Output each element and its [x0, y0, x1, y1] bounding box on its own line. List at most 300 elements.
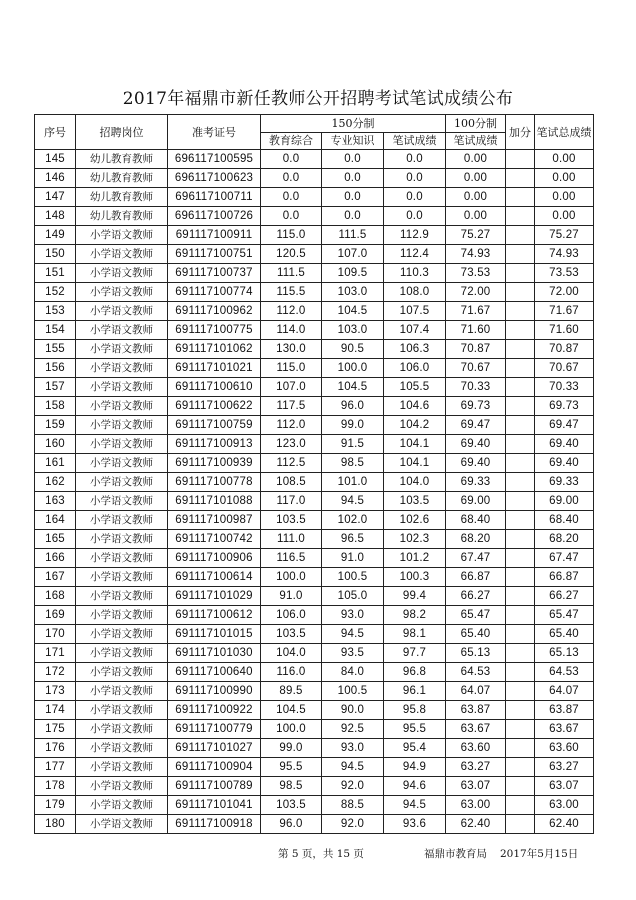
total-cell: 71.60 — [535, 321, 594, 340]
total-cell: 0.00 — [535, 169, 594, 188]
bonus-cell — [506, 758, 535, 777]
seq-cell: 176 — [35, 739, 76, 758]
bonus-cell — [506, 264, 535, 283]
total-cell: 64.07 — [535, 682, 594, 701]
table-row — [35, 226, 594, 245]
written100-cell: 69.40 — [446, 435, 506, 454]
position-cell: 小学语文教师 — [76, 568, 168, 587]
written100-cell: 67.47 — [446, 549, 506, 568]
position-cell: 小学语文教师 — [76, 625, 168, 644]
written-score-cell: 101.2 — [384, 549, 446, 568]
bonus-cell — [506, 701, 535, 720]
seq-cell: 154 — [35, 321, 76, 340]
seq-cell: 177 — [35, 758, 76, 777]
seq-cell: 166 — [35, 549, 76, 568]
major-score-cell: 94.5 — [322, 758, 384, 777]
written100-cell: 63.00 — [446, 796, 506, 815]
major-score-cell: 93.0 — [322, 739, 384, 758]
written-score-cell: 107.4 — [384, 321, 446, 340]
position-cell: 小学语文教师 — [76, 340, 168, 359]
edu-score-cell: 0.0 — [261, 150, 322, 169]
page-number: 第 5 页，共 15 页 — [278, 848, 364, 860]
seq-cell: 172 — [35, 663, 76, 682]
position-cell: 小学语文教师 — [76, 416, 168, 435]
written100-cell: 74.93 — [446, 245, 506, 264]
position-cell: 小学语文教师 — [76, 549, 168, 568]
major-score-cell: 93.5 — [322, 644, 384, 663]
position-cell: 小学语文教师 — [76, 435, 168, 454]
seq-cell: 150 — [35, 245, 76, 264]
edu-score-cell: 117.5 — [261, 397, 322, 416]
total-cell: 63.87 — [535, 701, 594, 720]
total-cell: 73.53 — [535, 264, 594, 283]
total-cell: 69.47 — [535, 416, 594, 435]
table-row — [35, 283, 594, 302]
position-cell: 小学语文教师 — [76, 359, 168, 378]
written100-cell: 64.07 — [446, 682, 506, 701]
ticket-cell: 691117100614 — [168, 568, 261, 587]
position-cell: 小学语文教师 — [76, 283, 168, 302]
table-row — [35, 739, 594, 758]
written100-cell: 73.53 — [446, 264, 506, 283]
seq-cell: 153 — [35, 302, 76, 321]
total-cell: 74.93 — [535, 245, 594, 264]
table-row — [35, 568, 594, 587]
total-cell: 71.67 — [535, 302, 594, 321]
written-score-cell: 95.8 — [384, 701, 446, 720]
major-score-cell: 93.0 — [322, 606, 384, 625]
seq-cell: 171 — [35, 644, 76, 663]
written-score-cell: 104.1 — [384, 454, 446, 473]
table-row — [35, 606, 594, 625]
table-row — [35, 397, 594, 416]
edu-score-cell: 103.5 — [261, 625, 322, 644]
seq-cell: 158 — [35, 397, 76, 416]
table-row — [35, 530, 594, 549]
written100-cell: 68.20 — [446, 530, 506, 549]
bonus-cell — [506, 682, 535, 701]
edu-score-cell: 130.0 — [261, 340, 322, 359]
bonus-cell — [506, 815, 535, 834]
major-score-cell: 107.0 — [322, 245, 384, 264]
header-ticket: 准考证号 — [168, 115, 261, 150]
written100-cell: 71.67 — [446, 302, 506, 321]
bonus-cell — [506, 644, 535, 663]
bonus-cell — [506, 530, 535, 549]
seq-cell: 162 — [35, 473, 76, 492]
total-cell: 69.40 — [535, 454, 594, 473]
ticket-cell: 691117101030 — [168, 644, 261, 663]
major-score-cell: 0.0 — [322, 150, 384, 169]
ticket-cell: 691117100789 — [168, 777, 261, 796]
edu-score-cell: 91.0 — [261, 587, 322, 606]
edu-score-cell: 114.0 — [261, 321, 322, 340]
bonus-cell — [506, 549, 535, 568]
major-score-cell: 104.5 — [322, 302, 384, 321]
position-cell: 小学语文教师 — [76, 796, 168, 815]
position-cell: 小学语文教师 — [76, 530, 168, 549]
total-cell: 63.00 — [535, 796, 594, 815]
ticket-cell: 691117101062 — [168, 340, 261, 359]
ticket-cell: 691117100612 — [168, 606, 261, 625]
header-seq: 序号 — [35, 115, 76, 150]
ticket-cell: 691117100990 — [168, 682, 261, 701]
written-score-cell: 107.5 — [384, 302, 446, 321]
bonus-cell — [506, 511, 535, 530]
seq-cell: 164 — [35, 511, 76, 530]
edu-score-cell: 104.5 — [261, 701, 322, 720]
total-cell: 75.27 — [535, 226, 594, 245]
major-score-cell: 99.0 — [322, 416, 384, 435]
position-cell: 小学语文教师 — [76, 302, 168, 321]
ticket-cell: 696117100726 — [168, 207, 261, 226]
written100-cell: 63.60 — [446, 739, 506, 758]
bonus-cell — [506, 473, 535, 492]
written100-cell: 62.40 — [446, 815, 506, 834]
table-row — [35, 511, 594, 530]
ticket-cell: 691117100911 — [168, 226, 261, 245]
bonus-cell — [506, 416, 535, 435]
major-score-cell: 100.5 — [322, 682, 384, 701]
major-score-cell: 111.5 — [322, 226, 384, 245]
edu-score-cell: 115.0 — [261, 359, 322, 378]
total-cell: 65.40 — [535, 625, 594, 644]
seq-cell: 155 — [35, 340, 76, 359]
ticket-cell: 691117100759 — [168, 416, 261, 435]
header-group-100: 100分制 — [446, 115, 506, 133]
edu-score-cell: 116.5 — [261, 549, 322, 568]
ticket-cell: 691117100778 — [168, 473, 261, 492]
bonus-cell — [506, 568, 535, 587]
major-score-cell: 94.5 — [322, 492, 384, 511]
position-cell: 小学语文教师 — [76, 663, 168, 682]
bonus-cell — [506, 397, 535, 416]
written-score-cell: 0.0 — [384, 188, 446, 207]
bonus-cell — [506, 606, 535, 625]
score-table — [34, 114, 594, 834]
major-score-cell: 105.0 — [322, 587, 384, 606]
table-row — [35, 150, 594, 169]
major-score-cell: 90.0 — [322, 701, 384, 720]
seq-cell: 163 — [35, 492, 76, 511]
written100-cell: 65.40 — [446, 625, 506, 644]
seq-cell: 159 — [35, 416, 76, 435]
seq-cell: 178 — [35, 777, 76, 796]
major-score-cell: 92.5 — [322, 720, 384, 739]
written-score-cell: 102.3 — [384, 530, 446, 549]
ticket-cell: 691117101021 — [168, 359, 261, 378]
written100-cell: 69.47 — [446, 416, 506, 435]
position-cell: 小学语文教师 — [76, 701, 168, 720]
written100-cell: 69.40 — [446, 454, 506, 473]
total-cell: 72.00 — [535, 283, 594, 302]
ticket-cell: 691117100962 — [168, 302, 261, 321]
total-cell: 69.40 — [535, 435, 594, 454]
position-cell: 小学语文教师 — [76, 226, 168, 245]
total-cell: 63.60 — [535, 739, 594, 758]
written100-cell: 63.27 — [446, 758, 506, 777]
major-score-cell: 91.5 — [322, 435, 384, 454]
major-score-cell: 0.0 — [322, 188, 384, 207]
seq-cell: 156 — [35, 359, 76, 378]
ticket-cell: 691117100622 — [168, 397, 261, 416]
position-cell: 小学语文教师 — [76, 264, 168, 283]
table-row — [35, 416, 594, 435]
written100-cell: 69.73 — [446, 397, 506, 416]
table-row — [35, 359, 594, 378]
written-score-cell: 95.5 — [384, 720, 446, 739]
major-score-cell: 100.5 — [322, 568, 384, 587]
major-score-cell: 109.5 — [322, 264, 384, 283]
ticket-cell: 696117100711 — [168, 188, 261, 207]
bonus-cell — [506, 340, 535, 359]
written100-cell: 65.47 — [446, 606, 506, 625]
major-score-cell: 0.0 — [322, 207, 384, 226]
ticket-cell: 691117100610 — [168, 378, 261, 397]
table-row — [35, 796, 594, 815]
header-edu: 教育综合 — [261, 132, 322, 150]
written-score-cell: 0.0 — [384, 150, 446, 169]
table-row — [35, 473, 594, 492]
table-body — [35, 150, 594, 834]
seq-cell: 165 — [35, 530, 76, 549]
edu-score-cell: 106.0 — [261, 606, 322, 625]
written-score-cell: 94.9 — [384, 758, 446, 777]
written100-cell: 75.27 — [446, 226, 506, 245]
ticket-cell: 691117101088 — [168, 492, 261, 511]
position-cell: 小学语文教师 — [76, 473, 168, 492]
major-score-cell: 91.0 — [322, 549, 384, 568]
total-cell: 68.40 — [535, 511, 594, 530]
table-row — [35, 435, 594, 454]
bonus-cell — [506, 378, 535, 397]
written100-cell: 0.00 — [446, 207, 506, 226]
written-score-cell: 104.2 — [384, 416, 446, 435]
written-score-cell: 102.6 — [384, 511, 446, 530]
major-score-cell: 84.0 — [322, 663, 384, 682]
header-total: 笔试总成绩 — [535, 115, 594, 150]
ticket-cell: 691117100913 — [168, 435, 261, 454]
written-score-cell: 110.3 — [384, 264, 446, 283]
ticket-cell: 691117100751 — [168, 245, 261, 264]
position-cell: 小学语文教师 — [76, 397, 168, 416]
written100-cell: 70.87 — [446, 340, 506, 359]
written-score-cell: 94.6 — [384, 777, 446, 796]
header-major: 专业知识 — [322, 132, 384, 150]
bonus-cell — [506, 245, 535, 264]
position-cell: 小学语文教师 — [76, 606, 168, 625]
bonus-cell — [506, 663, 535, 682]
total-cell: 66.27 — [535, 587, 594, 606]
ticket-cell: 696117100595 — [168, 150, 261, 169]
table-row — [35, 245, 594, 264]
bonus-cell — [506, 283, 535, 302]
bonus-cell — [506, 492, 535, 511]
written-score-cell: 0.0 — [384, 207, 446, 226]
seq-cell: 167 — [35, 568, 76, 587]
seq-cell: 173 — [35, 682, 76, 701]
bonus-cell — [506, 226, 535, 245]
bonus-cell — [506, 435, 535, 454]
table-row — [35, 454, 594, 473]
written-score-cell: 112.4 — [384, 245, 446, 264]
table-row — [35, 644, 594, 663]
ticket-cell: 691117100922 — [168, 701, 261, 720]
written100-cell: 63.07 — [446, 777, 506, 796]
seq-cell: 179 — [35, 796, 76, 815]
table-row — [35, 701, 594, 720]
bonus-cell — [506, 739, 535, 758]
ticket-cell: 691117101041 — [168, 796, 261, 815]
written100-cell: 70.67 — [446, 359, 506, 378]
total-cell: 65.13 — [535, 644, 594, 663]
edu-score-cell: 104.0 — [261, 644, 322, 663]
ticket-cell: 691117100775 — [168, 321, 261, 340]
major-score-cell: 103.0 — [322, 321, 384, 340]
written-score-cell: 97.7 — [384, 644, 446, 663]
edu-score-cell: 112.5 — [261, 454, 322, 473]
bonus-cell — [506, 359, 535, 378]
written-score-cell: 108.0 — [384, 283, 446, 302]
seq-cell: 157 — [35, 378, 76, 397]
edu-score-cell: 120.5 — [261, 245, 322, 264]
edu-score-cell: 95.5 — [261, 758, 322, 777]
ticket-cell: 691117100904 — [168, 758, 261, 777]
position-cell: 小学语文教师 — [76, 321, 168, 340]
written100-cell: 66.87 — [446, 568, 506, 587]
edu-score-cell: 100.0 — [261, 720, 322, 739]
position-cell: 幼儿教育教师 — [76, 169, 168, 188]
seq-cell: 160 — [35, 435, 76, 454]
total-cell: 69.33 — [535, 473, 594, 492]
total-cell: 62.40 — [535, 815, 594, 834]
written100-cell: 0.00 — [446, 150, 506, 169]
written-score-cell: 106.0 — [384, 359, 446, 378]
seq-cell: 168 — [35, 587, 76, 606]
table-row — [35, 720, 594, 739]
seq-cell: 161 — [35, 454, 76, 473]
edu-score-cell: 89.5 — [261, 682, 322, 701]
seq-cell: 146 — [35, 169, 76, 188]
edu-score-cell: 116.0 — [261, 663, 322, 682]
bonus-cell — [506, 587, 535, 606]
ticket-cell: 691117100774 — [168, 283, 261, 302]
ticket-cell: 691117100640 — [168, 663, 261, 682]
table-row — [35, 625, 594, 644]
written100-cell: 69.00 — [446, 492, 506, 511]
written-score-cell: 96.1 — [384, 682, 446, 701]
table-row — [35, 207, 594, 226]
ticket-cell: 691117100939 — [168, 454, 261, 473]
header-written: 笔试成绩 — [384, 132, 446, 150]
written100-cell: 71.60 — [446, 321, 506, 340]
major-score-cell: 102.0 — [322, 511, 384, 530]
edu-score-cell: 117.0 — [261, 492, 322, 511]
position-cell: 小学语文教师 — [76, 378, 168, 397]
seq-cell: 174 — [35, 701, 76, 720]
seq-cell: 175 — [35, 720, 76, 739]
total-cell: 65.47 — [535, 606, 594, 625]
written-score-cell: 98.1 — [384, 625, 446, 644]
seq-cell: 170 — [35, 625, 76, 644]
total-cell: 66.87 — [535, 568, 594, 587]
written100-cell: 69.33 — [446, 473, 506, 492]
total-cell: 69.00 — [535, 492, 594, 511]
edu-score-cell: 107.0 — [261, 378, 322, 397]
edu-score-cell: 112.0 — [261, 416, 322, 435]
header-group-150: 150分制 — [261, 115, 446, 133]
written-score-cell: 94.5 — [384, 796, 446, 815]
seq-cell: 169 — [35, 606, 76, 625]
written-score-cell: 98.2 — [384, 606, 446, 625]
table-row — [35, 188, 594, 207]
edu-score-cell: 100.0 — [261, 568, 322, 587]
table-row — [35, 663, 594, 682]
seq-cell: 151 — [35, 264, 76, 283]
total-cell: 0.00 — [535, 207, 594, 226]
bonus-cell — [506, 777, 535, 796]
position-cell: 小学语文教师 — [76, 720, 168, 739]
bonus-cell — [506, 796, 535, 815]
position-cell: 小学语文教师 — [76, 815, 168, 834]
position-cell: 小学语文教师 — [76, 758, 168, 777]
bonus-cell — [506, 454, 535, 473]
major-score-cell: 94.5 — [322, 625, 384, 644]
total-cell: 64.53 — [535, 663, 594, 682]
written100-cell: 64.53 — [446, 663, 506, 682]
ticket-cell: 691117101029 — [168, 587, 261, 606]
bonus-cell — [506, 207, 535, 226]
header-bonus: 加分 — [506, 115, 535, 150]
written-score-cell: 0.0 — [384, 169, 446, 188]
written-score-cell: 104.1 — [384, 435, 446, 454]
major-score-cell: 104.5 — [322, 378, 384, 397]
position-cell: 小学语文教师 — [76, 245, 168, 264]
position-cell: 小学语文教师 — [76, 777, 168, 796]
written100-cell: 63.67 — [446, 720, 506, 739]
written-score-cell: 106.3 — [384, 340, 446, 359]
seq-cell: 147 — [35, 188, 76, 207]
edu-score-cell: 103.5 — [261, 511, 322, 530]
seq-cell: 152 — [35, 283, 76, 302]
major-score-cell: 96.5 — [322, 530, 384, 549]
footer-date: 2017年5月15日 — [500, 848, 579, 860]
seq-cell: 149 — [35, 226, 76, 245]
table-row — [35, 378, 594, 397]
total-cell: 63.67 — [535, 720, 594, 739]
written100-cell: 72.00 — [446, 283, 506, 302]
edu-score-cell: 112.0 — [261, 302, 322, 321]
written100-cell: 0.00 — [446, 188, 506, 207]
edu-score-cell: 98.5 — [261, 777, 322, 796]
written-score-cell: 100.3 — [384, 568, 446, 587]
total-cell: 70.33 — [535, 378, 594, 397]
written100-cell: 0.00 — [446, 169, 506, 188]
major-score-cell: 88.5 — [322, 796, 384, 815]
total-cell: 69.73 — [535, 397, 594, 416]
major-score-cell: 98.5 — [322, 454, 384, 473]
table-row — [35, 758, 594, 777]
table-row — [35, 777, 594, 796]
written-score-cell: 104.6 — [384, 397, 446, 416]
position-cell: 小学语文教师 — [76, 454, 168, 473]
written-score-cell: 104.0 — [384, 473, 446, 492]
position-cell: 幼儿教育教师 — [76, 207, 168, 226]
written100-cell: 70.33 — [446, 378, 506, 397]
page-title: 2017年福鼎市新任教师公开招聘考试笔试成绩公布 — [122, 89, 514, 109]
total-cell: 0.00 — [535, 150, 594, 169]
ticket-cell: 691117100737 — [168, 264, 261, 283]
